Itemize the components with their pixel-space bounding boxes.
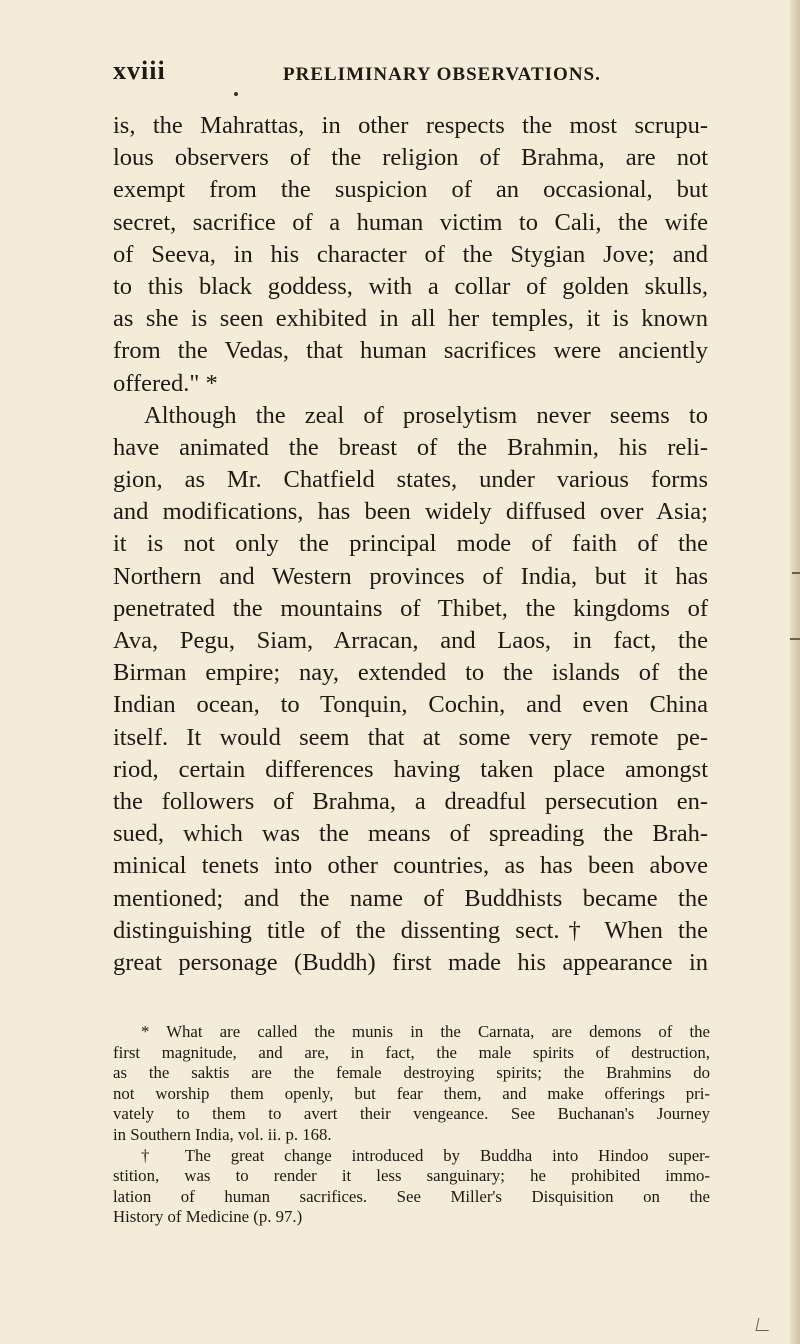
text-line: distinguishing title of the dissenting sect.† When the xyxy=(113,916,708,944)
margin-mark xyxy=(792,572,800,574)
footnote-line: History of Medicine (p. 97.) xyxy=(113,1207,303,1227)
text-line: it is not only the principal mode of faith of the xyxy=(113,530,708,558)
text-line: mentioned; and the name of Buddhists became the xyxy=(113,884,708,912)
text-line: minical tenets into other countries, as has been above xyxy=(113,852,708,880)
footnote-line: * What are called the munis in the Carnata, are demons of the xyxy=(141,1022,710,1041)
text-line: great personage (Buddh) first made his appearance in xyxy=(113,948,708,976)
text-line: gion, as Mr. Chatfield states, under various forms xyxy=(113,466,708,494)
text-line: of Seeva, in his character of the Stygian Jove; and xyxy=(113,240,708,268)
footnote-line: not worship them openly, but fear them, and make offerings pri- xyxy=(113,1083,710,1103)
margin-mark xyxy=(790,638,800,640)
text-line: riod, certain differences having taken place amongst xyxy=(113,755,708,783)
text-line: Indian ocean, to Tonquin, Cochin, and even China xyxy=(113,691,708,719)
footnote-line: lation of human sacrifices. See Miller's Disquisition on the xyxy=(113,1186,710,1206)
footnote-line: stition, was to render it less sanguinary; he prohibited immo- xyxy=(113,1166,710,1186)
footnote-line: † The great change introduced by Buddha into Hindoo super- xyxy=(141,1145,710,1165)
main-text xyxy=(113,110,708,979)
corner-mark xyxy=(756,1318,772,1331)
text-line: as she is seen exhibited in all her temples, it is known xyxy=(113,305,708,333)
text-line: offered." * xyxy=(113,369,218,397)
text-line: is, the Mahrattas, in other respects the most scrupu- xyxy=(113,112,708,139)
text-line: and modifications, has been widely diffused over Asia; xyxy=(113,498,708,526)
text-line: sued, which was the means of spreading the Brah- xyxy=(113,820,708,848)
footnote-line: in Southern India, vol. ii. p. 168. xyxy=(113,1124,332,1144)
text-line: Northern and Western provinces of India, but it has xyxy=(113,562,708,590)
text-line: to this black goddess, with a collar of golden skulls, xyxy=(113,272,708,300)
page-number: xviii xyxy=(113,56,166,85)
footnote-line: as the saktis are the female destroying spirits; the Brahmins do xyxy=(113,1063,710,1083)
text-line: Birman empire; nay, extended to the islands of the xyxy=(113,659,708,687)
text-line: Although the zeal of proselytism never seems to xyxy=(144,401,708,429)
footnote-line: first magnitude, and are, in fact, the male spirits of destruction, xyxy=(113,1042,710,1062)
text-line: penetrated the mountains of Thibet, the kingdoms of xyxy=(113,594,708,622)
text-line: Ava, Pegu, Siam, Arracan, and Laos, in fact, the xyxy=(113,627,708,654)
text-line: itself. It would seem that at some very remote pe- xyxy=(113,723,708,751)
text-line: the followers of Brahma, a dreadful persecution en- xyxy=(113,787,708,815)
page-edge-shadow xyxy=(790,0,800,1344)
footnotes xyxy=(113,1022,710,1228)
text-line: have animated the breast of the Brahmin, his reli- xyxy=(113,433,708,461)
running-head: PRELIMINARY OBSERVATIONS. xyxy=(283,64,601,85)
text-line: from the Vedas, that human sacrifices were anciently xyxy=(113,337,708,365)
ink-dot xyxy=(234,92,238,96)
page-header xyxy=(113,56,613,96)
text-line: secret, sacrifice of a human victim to Cali, the wife xyxy=(113,208,708,236)
text-line: lous observers of the religion of Brahma, are not xyxy=(113,144,708,172)
footnote-line: vately to them to avert their vengeance. See Buchanan's Journey xyxy=(113,1104,710,1124)
text-line: exempt from the suspicion of an occasional, but xyxy=(113,176,708,204)
